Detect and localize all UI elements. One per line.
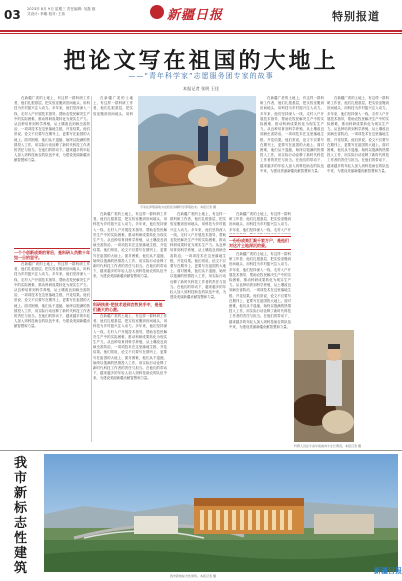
masthead-title: 新疆日报 [167,8,224,23]
pull-quote-1: 一个个创新成果的背后，是科研人员数十年如一日的坚守。 [14,250,90,260]
column-separator [91,96,92,442]
article-column-3 [170,212,226,442]
photo-cattle-farm [138,96,256,204]
right-photo-caption: 科研人员在牛舍中查看肉牛生长情况。本报记者 摄 [294,444,361,448]
article-column-5 [260,96,324,206]
photo-landmark [44,454,398,572]
bottom-photo-caption: 我市新地标志性建筑。本报记者 摄 [170,574,216,578]
paragraph: 在新疆广袤的土地上，有这样一群科研工作者，他们扎根基层，把实验室搬到田间地头，用科技为乡村振兴注入动力。多年来，他们坚持深入一线，走村入户开展技术指导，帮助农牧民解决生产中的实际困难，推动科研成果转化为现实生产力。从良种培育到科学养殖，从土壤改良到病虫害防治，一项项技术在这里落地生根、开花结果。他们常说，论文不仅要写在期刊上，更要写在祖国的大地上。面对困难，他们从不退缩，始终以饱满的热情投入工作，用实际行动诠释了新时代科技工作者的责任与担当。在他们的带动下，越来越多的年轻人加入到科技助农的队伍中来，为建设美丽新疆贡献智慧和力量。 [260,96,324,173]
paragraph: 在新疆广袤的土地上，有这样一群科研工作者，他们扎根基层，把实验室搬到田间地头，用科技为乡村振兴注入动力。多年来，他们坚持深入一线，走村入户开展技术指导，帮助农牧民解决生产中的实际困难，推动科研成果转化为现实生产力。从良种培育到科学养殖，从土壤改良到病虫害防治，一项项技术在这里落地生根、开花结果。他们常说，论文不仅要写在期刊上，更要写在祖国的大地上。面对困难，他们从不退缩，始终以饱满的热情投入工作，用实际行动诠释了新时代科技工作者的责任与担当。在他们的带动下，越来越多的年轻人加入到科技助农的队伍中来，为建设美丽新疆贡献智慧和力量。 [14,96,90,163]
article-column-2b [93,212,167,298]
cattle-farm-illustration [138,96,256,204]
article-column-4b [229,252,291,442]
article-column-2 [93,96,133,116]
photo-researcher [294,330,354,442]
byline: 本报记者 张明 王佳 [182,86,220,91]
article-column-4 [229,212,291,234]
paragraph: 在新疆广袤的土地上，有这样一群科研工作者，他们扎根基层，把实验室搬到田间地头，用科技为乡村振兴注入动力。多年来，他们坚持深入一线，走村入户开展技术指导，帮助农牧民解决生产中的实际困难，推动科研成果转化为现实生产力。从良种培育到科学养殖，从土壤改良到病虫害防治，一项项技术在这里落地生根、开花结果。他们常说，论文不仅要写在期刊上，更要写在祖国的大地上。面对困难，他们从不退缩，始终以饱满的热情投入工作，用实际行动诠释了新时代科技工作者的责任与担当。在他们的带动下，越来越多的年轻人加入到科技助农的队伍中来，为建设美丽新疆贡献智慧和力量。 [14,262,90,329]
subheadline: ——“青年科学家”志愿服务团专家的故事 [128,72,274,80]
article-column-1 [14,96,90,246]
paragraph: 在新疆广袤的土地上，有这样一群科研工作者，他们扎根基层，把实验室搬到田间地头，用科技为乡村振兴注入动力。多年来，他们坚持深入一线，走村入户开展技术指导，帮助农牧民解决生产中的实际困难，推动科研成果转化为现实生产力。从良种培育到科学养殖，从土壤改良到病虫害防治，一项项技术在这里落地生根、开花结果。他们常说，论文不仅要写在期刊上，更要写在祖国的大地上。面对困难，他们从不退缩，始终以饱满的热情投入工作，用实际行动诠释了新时代科技工作者的责任与担当。在他们的带动下，越来越多的年轻人加入到科技助农的队伍中来，为建设美丽新疆贡献智慧和力量。 [93,212,167,279]
paragraph: 在新疆广袤的土地上，有这样一群科研工作者，他们扎根基层，把实验室搬到田间地头，用科 [93,96,133,116]
top-photo-caption: 专家在养殖基地为农牧民讲解科学养殖技术。本报记者 摄 [140,205,216,209]
pull-quote-3: 一份份成果汇聚千家万户，是他们对这片土地深沉的爱。 [229,238,289,248]
headline: 把论文写在祖国的大地上 [63,48,339,74]
section-title: 特别报道 [332,10,380,23]
masthead [150,3,252,25]
header-rule-thin [0,33,402,34]
header-info: 2023年 8月 9日 星期三 责任编辑: 吴磊 版式设计: 李娜 校对: 王伟 [27,7,96,16]
paragraph: 在新疆广袤的土地上，有这样一群科研工作者，他们扎根基层，把实验室搬到田间地头，用科技为乡村振兴注入动力。多年来，他们坚持深入一线，走村入户开展技术指导，帮助农牧民解决生产中的实际困难，推动科研成果转化为现实生产力。从良种培育到科学养殖，从土壤改良到病虫害防治，一项项技术在这里落地生根、开花结果。他们常说，论文不仅要写在期刊上，更要写在祖国的大地上。面对困难，他们从不退缩，始终以饱满的热情投入工作，用实际行动诠释了新时代科技工作者的责任与担当。在他们的带动下，越来越多的年轻人加入到科技助农的队伍中来，为建设美丽新疆贡献智慧和力量。 [170,212,226,300]
page-number: 03 [4,8,21,22]
emblem-icon [150,5,164,19]
paragraph: 在新疆广袤的土地上，有这样一群科研工作者，他们扎根基层，把实验室搬到田间地头，用科技为乡村振兴注入动力。多年来，他们坚持深入一线，走村入户开展技术指导，帮助农牧民解决生产中的实际困难，推动科研成果转化为现实生产力。从良种培育到科学养殖，从土壤改良到病虫害防治，一项项技术在这里落地生根、开花结果。他们常说，论文不仅要写在期刊上，更要写在祖国的大地上。面对困难，他们从不退缩，始终以饱满的热情投入工作，用实际行动诠释了新时代科技工作者的责任与担当。在他们的带动下，越来越多的年轻人加入到科技助农的队伍中来，为建设美丽新疆贡献智慧和力量。 [229,252,291,329]
landmark-illustration [44,454,398,572]
paragraph: 在新疆广袤的土地上，有这样一群科研工作者，他们扎根基层，把实验室搬到田间地头，用科技为乡村振兴注入动力。多年来，他们坚持深入一线，走村入户开展技术指导，帮助农牧民解决生产中的实际困难，推动科研成果转化为现实生产力。从良种培育到科学养殖，从土壤改良到病虫害防治，一项项技术在这里落地生根、开花结果。他们常说，论文不仅要写在期刊上，更要写在祖国的大地上。面对困难，他们从不退缩，始终以饱满的热情投入工作，用实际行动诠释了新时代科技工作者的责任与担当。在他们的带动下，越来越多的年轻人加入到科技助农的队伍中来，为建设美丽新疆贡献智慧和力量。 [327,96,389,173]
paragraph: 在新疆广袤的土地上，有这样一群科研工作者，他们扎根基层，把实验室搬到田间地头，用科技为乡村振兴注入动力。多年来，他们坚持深入一线，走村入户开 [229,212,291,232]
article-column-2c [93,314,167,442]
section-separator [0,450,402,451]
watermark-logo: 新疆日报 [374,567,402,575]
sidebar-title: 我市新标志性建筑 [14,456,28,576]
article-column-1b [14,262,90,442]
pull-quote-2: 科研扶贫·把技术送到农牧民手中，是他们最大的心愿。 [93,300,165,314]
paragraph: 在新疆广袤的土地上，有这样一群科研工作者，他们扎根基层，把实验室搬到田间地头，用科技为乡村振兴注入动力。多年来，他们坚持深入一线，走村入户开展技术指导，帮助农牧民解决生产中的实际困难，推动科研成果转化为现实生产力。从良种培育到科学养殖，从土壤改良到病虫害防治，一项项技术在这里落地生根、开花结果。他们常说，论文不仅要写在期刊上，更要写在祖国的大地上。面对困难，他们从不退缩，始终以饱满的热情投入工作，用实际行动诠释了新时代科技工作者的责任与担当。在他们的带动下，越来越多的年轻人加入到科技助农的队伍中来，为建设美丽新疆贡献智慧和力量。 [93,314,167,381]
researcher-illustration [294,330,354,442]
header-rule [0,30,402,32]
